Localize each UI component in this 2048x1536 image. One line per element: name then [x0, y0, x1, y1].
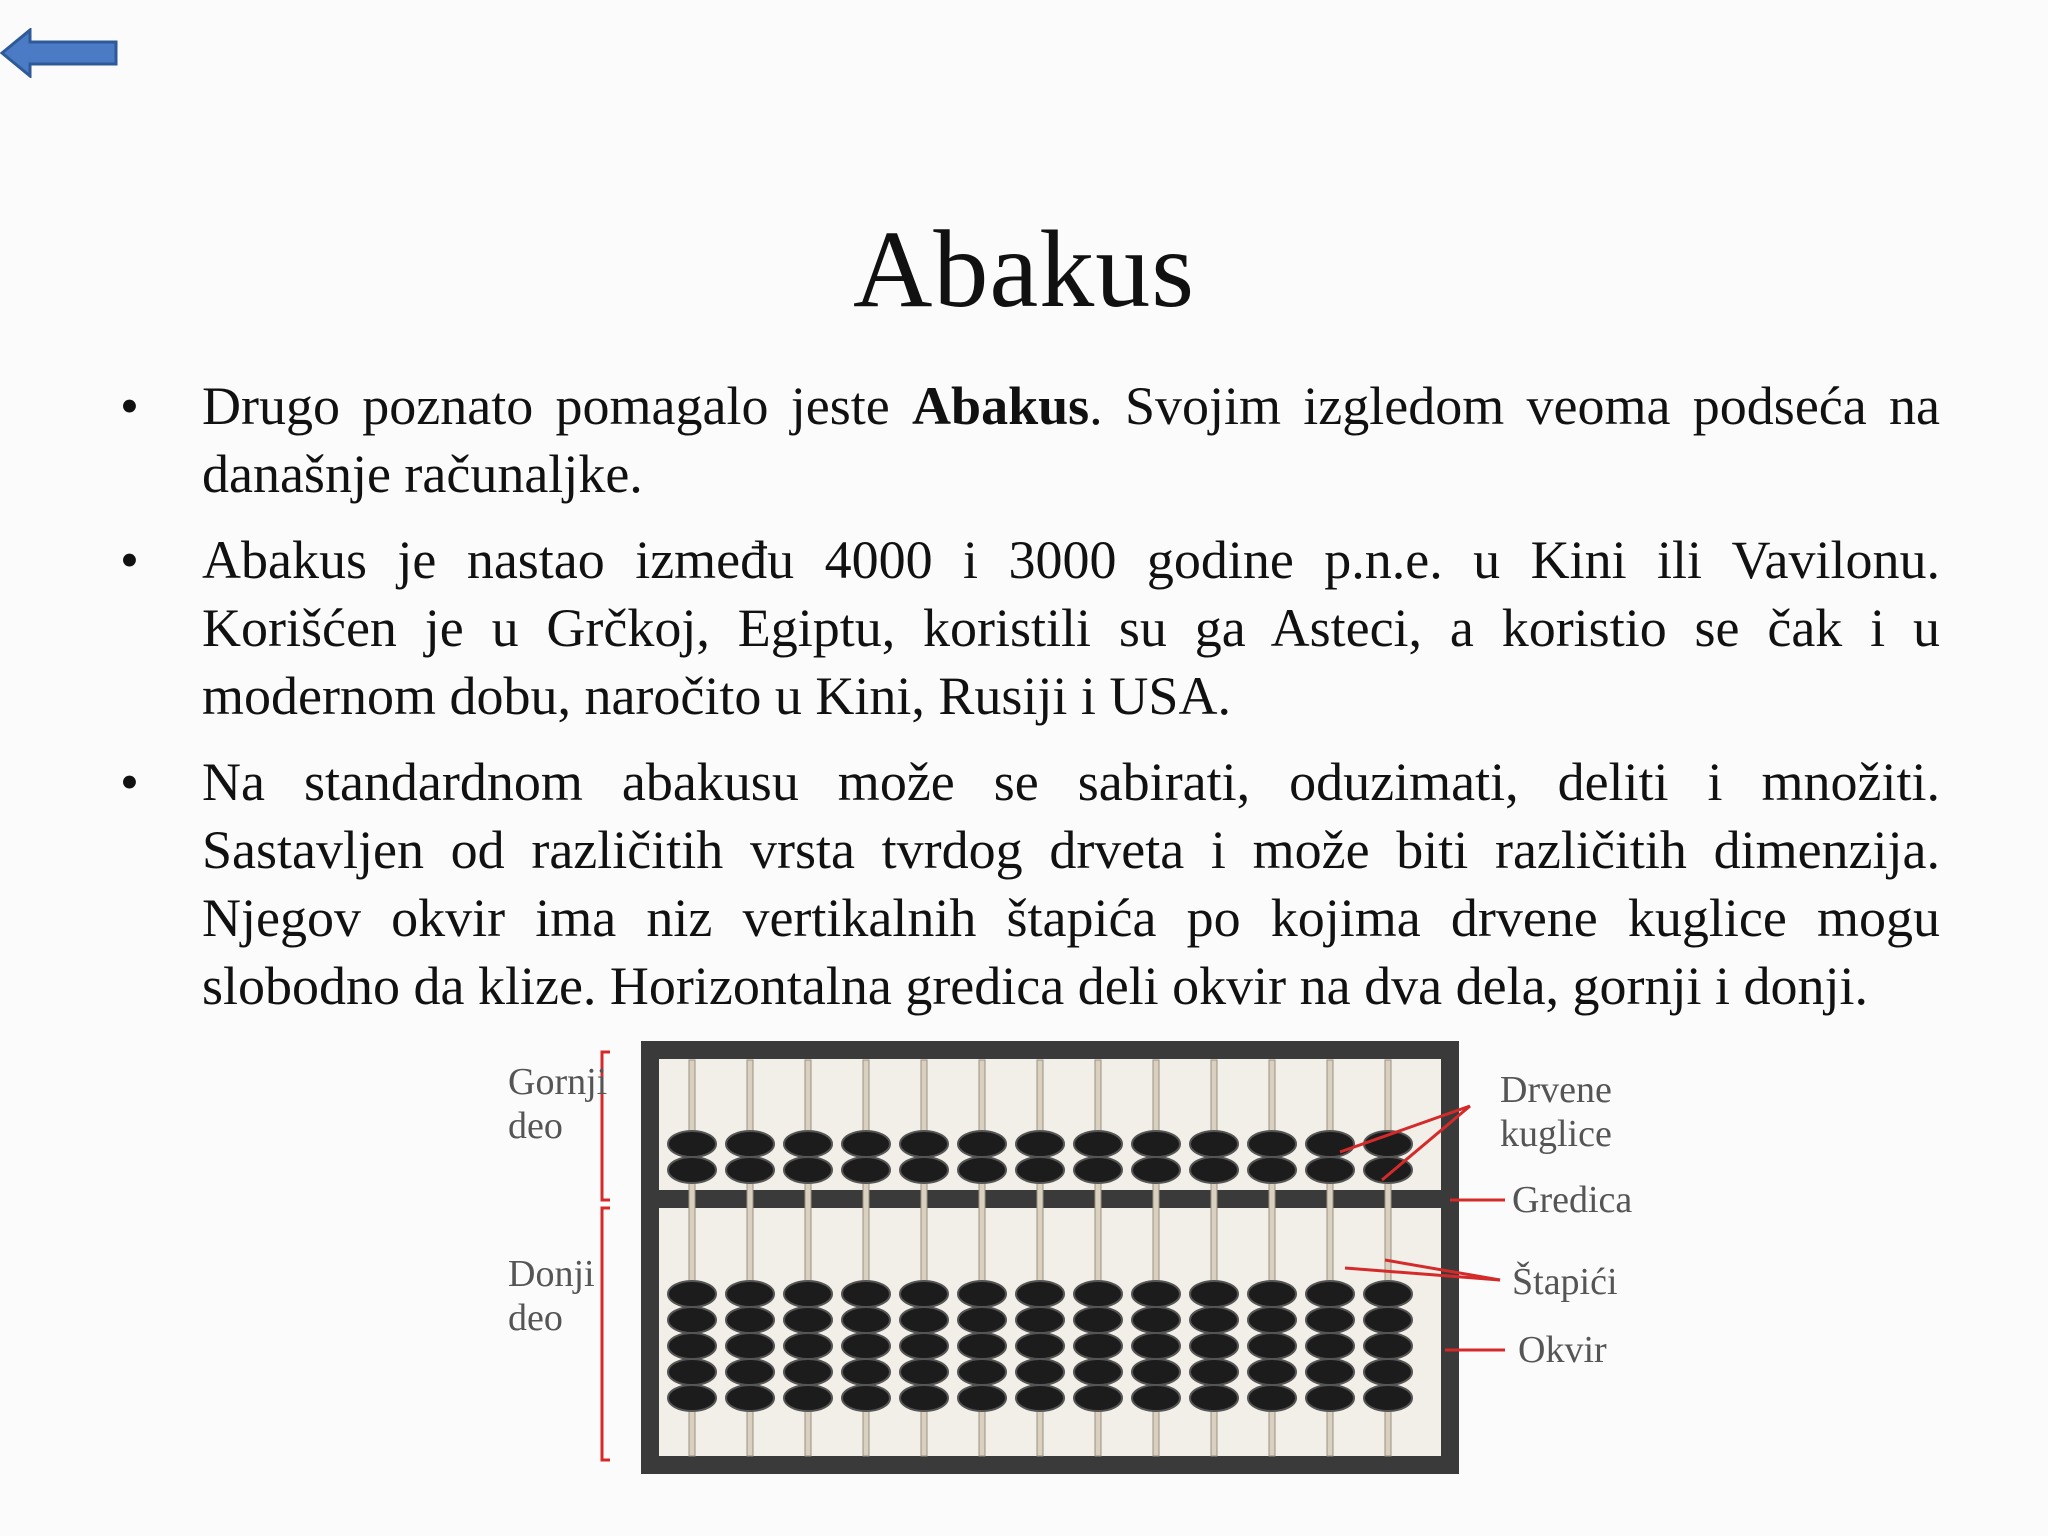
bullet-dot: • — [120, 376, 139, 436]
abacus-bead — [900, 1385, 948, 1411]
abacus-bead — [958, 1385, 1006, 1411]
abacus-bead — [900, 1281, 948, 1307]
abacus-bead — [784, 1307, 832, 1333]
abacus-bead — [958, 1157, 1006, 1183]
abacus-bead — [842, 1281, 890, 1307]
abacus-bead — [842, 1307, 890, 1333]
abacus-bead — [900, 1359, 948, 1385]
abacus-bead — [1074, 1359, 1122, 1385]
abacus-bead — [784, 1385, 832, 1411]
label-lower-part: Donji deo — [508, 1253, 595, 1339]
abacus-bead — [958, 1333, 1006, 1359]
abacus-bead — [1132, 1131, 1180, 1157]
abacus-figure — [470, 1040, 1670, 1480]
abacus-bead — [958, 1359, 1006, 1385]
bullet-bold-term: Abakus — [912, 376, 1090, 436]
abacus-bead — [1016, 1333, 1064, 1359]
abacus-bead — [1132, 1307, 1180, 1333]
label-upper-part: Gornji deo — [508, 1061, 608, 1147]
abacus-bead — [726, 1307, 774, 1333]
abacus-bead — [784, 1131, 832, 1157]
abacus-bead — [1190, 1359, 1238, 1385]
abacus-bead — [1248, 1385, 1296, 1411]
abacus-bead — [1248, 1281, 1296, 1307]
bullet-list — [120, 372, 1940, 1038]
abacus-bead — [958, 1131, 1006, 1157]
abacus-bead — [1364, 1281, 1412, 1307]
abacus-bead — [842, 1385, 890, 1411]
slide-title: Abakus — [852, 207, 1196, 330]
abacus-bead — [1074, 1385, 1122, 1411]
bullet-item-3 — [120, 748, 1940, 1020]
abacus-bead — [668, 1385, 716, 1411]
abacus-bead — [1016, 1385, 1064, 1411]
abacus-bead — [1306, 1359, 1354, 1385]
abacus-bead — [726, 1385, 774, 1411]
bullet-dot: • — [120, 752, 139, 812]
bullet-item-1 — [120, 372, 1940, 508]
abacus-bead — [726, 1359, 774, 1385]
abacus-bead — [1074, 1307, 1122, 1333]
abacus-bead — [784, 1157, 832, 1183]
abacus-bead — [1306, 1307, 1354, 1333]
abacus-bead — [1016, 1281, 1064, 1307]
bullet-text-part: Drugo poznato pomagalo jeste — [202, 376, 913, 436]
label-beam: Gredica — [1512, 1179, 1633, 1221]
abacus-bead — [1132, 1385, 1180, 1411]
abacus-bead — [1016, 1157, 1064, 1183]
abacus-bead — [668, 1333, 716, 1359]
abacus-bead — [1364, 1333, 1412, 1359]
abacus-bead — [1132, 1359, 1180, 1385]
abacus-bead — [726, 1281, 774, 1307]
abacus-bead — [1074, 1333, 1122, 1359]
abacus-bead — [1306, 1333, 1354, 1359]
abacus-bead — [1016, 1359, 1064, 1385]
abacus-bead — [1074, 1157, 1122, 1183]
abacus-bead — [842, 1333, 890, 1359]
abacus-bead — [958, 1281, 1006, 1307]
abacus-bead — [1248, 1359, 1296, 1385]
abacus-bead — [1074, 1281, 1122, 1307]
bullet-item-2 — [120, 526, 1940, 730]
abacus-bead — [1190, 1385, 1238, 1411]
lower-part-bracket — [602, 1208, 610, 1460]
abacus-bead — [668, 1359, 716, 1385]
abacus-bead — [1306, 1131, 1354, 1157]
abacus-bead — [842, 1157, 890, 1183]
abacus-bead — [1074, 1131, 1122, 1157]
abacus-bead — [900, 1333, 948, 1359]
abacus-bead — [900, 1157, 948, 1183]
abacus-bead — [726, 1333, 774, 1359]
abacus-bead — [900, 1307, 948, 1333]
abacus-bead — [668, 1281, 716, 1307]
abacus-illustration — [470, 1040, 1670, 1480]
abacus-bead — [1248, 1333, 1296, 1359]
abacus-bead — [1248, 1131, 1296, 1157]
abacus-bead — [1306, 1385, 1354, 1411]
abacus-bead — [784, 1333, 832, 1359]
bullet-text-part: . Svojim izgledom veoma podseća na današnje računaljke. — [202, 376, 1940, 504]
abacus-bead — [668, 1157, 716, 1183]
abacus-bead — [726, 1157, 774, 1183]
abacus-bead — [1364, 1307, 1412, 1333]
abacus-bead — [1306, 1281, 1354, 1307]
back-arrow-icon[interactable] — [0, 28, 118, 78]
abacus-bead — [1190, 1157, 1238, 1183]
abacus-bead — [1190, 1131, 1238, 1157]
bullet-text: Abakus je nastao između 4000 i 3000 godine p.n.e. u Kini ili Vavilonu. Korišćen je u Grčkoj, Egiptu, koristili su ga Asteci, a koristio se čak i u modernom dobu, naročito u Kini, Rusiji i USA. — [202, 530, 1940, 726]
label-frame: Okvir — [1518, 1329, 1607, 1371]
bullet-text: Na standardnom abakusu može se sabirati, oduzimati, deliti i množiti. Sastavljen od različitih vrsta tvrdog drveta i može biti različitih dimenzija. Njegov okvir ima niz vertikalnih štapića po kojima drvene kuglice mogu slobodno da klize. Horizontalna gredica deli okvir na dva dela, gornji i donji. — [202, 752, 1940, 1016]
abacus-bead — [1248, 1157, 1296, 1183]
bullet-text — [202, 376, 1940, 504]
label-beads: Drvene kuglice — [1500, 1069, 1612, 1155]
abacus-bead — [1132, 1281, 1180, 1307]
abacus-bead — [1190, 1333, 1238, 1359]
abacus-bead — [1190, 1281, 1238, 1307]
label-rods: Štapići — [1512, 1261, 1618, 1303]
abacus-bead — [1248, 1307, 1296, 1333]
abacus-bead — [784, 1359, 832, 1385]
abacus-bead — [1132, 1157, 1180, 1183]
abacus-bead — [1016, 1307, 1064, 1333]
abacus-bead — [1132, 1333, 1180, 1359]
abacus-bead — [1306, 1157, 1354, 1183]
abacus-bead — [1190, 1307, 1238, 1333]
abacus-bead — [842, 1131, 890, 1157]
abacus-bead — [784, 1281, 832, 1307]
abacus-bead — [1016, 1131, 1064, 1157]
abacus-bead — [900, 1131, 948, 1157]
abacus-bead — [668, 1307, 716, 1333]
abacus-bead — [842, 1359, 890, 1385]
abacus-bead — [1364, 1385, 1412, 1411]
abacus-bead — [668, 1131, 716, 1157]
abacus-bead — [726, 1131, 774, 1157]
abacus-bead — [958, 1307, 1006, 1333]
back-arrow-shape — [0, 28, 118, 78]
abacus-bead — [1364, 1359, 1412, 1385]
bullet-dot: • — [120, 530, 139, 590]
